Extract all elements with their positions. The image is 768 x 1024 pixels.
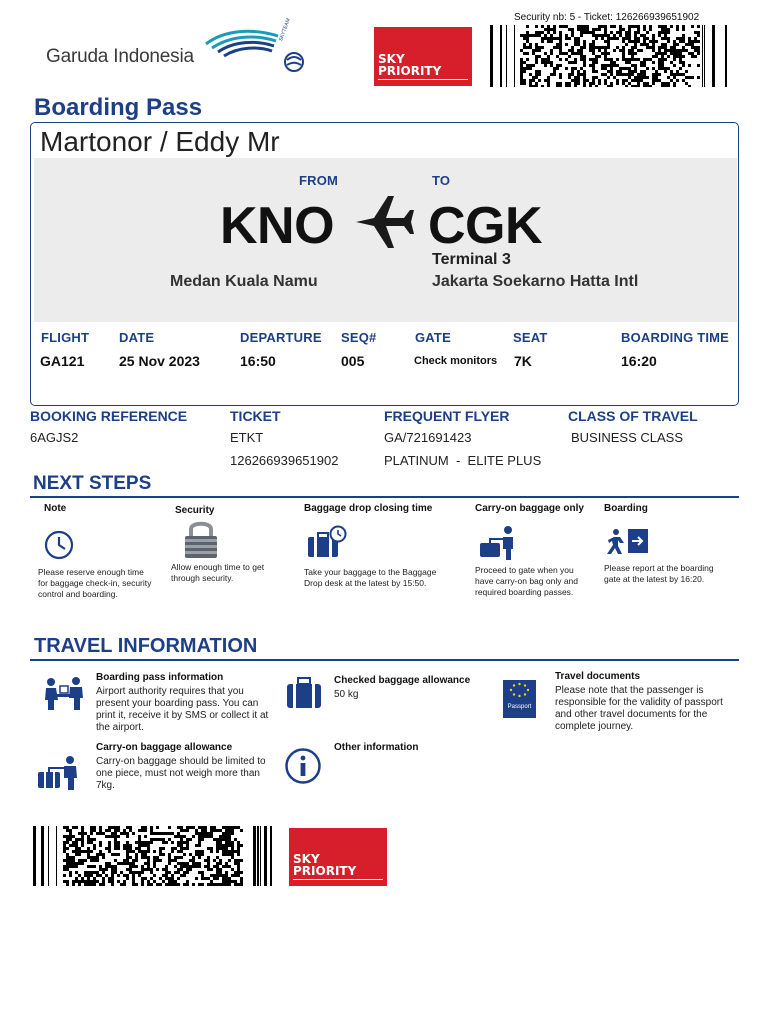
airline-name: Garuda Indonesia: [46, 46, 194, 67]
clock-icon: [43, 529, 75, 561]
travel-info-text: Airport authority requires that you present your boarding pass. You can print it, receive it by SMS or collect it at the airport.: [96, 686, 269, 733]
qr-barcode-bottom: [33, 826, 273, 886]
travel-info-divider: [30, 659, 739, 661]
step-text: Proceed to gate when you have carry-on bag only and required boarding passes.: [475, 565, 579, 597]
class-label: CLASS OF TRAVEL: [568, 408, 698, 424]
seat-number: 7K: [514, 353, 532, 369]
step-carry-on: [475, 503, 595, 598]
skyteam-icon: [280, 38, 308, 78]
barcode-image: [33, 826, 273, 886]
qr-barcode-top: [490, 25, 730, 87]
skyteam-label: SKYTEAM: [278, 17, 292, 43]
destination-terminal: Terminal 3: [432, 251, 511, 268]
origin-code: KNO: [220, 197, 335, 255]
next-steps-title: NEXT STEPS: [33, 473, 152, 494]
date-label: DATE: [119, 330, 155, 345]
step-text: Please report at the boarding gate at the latest by 16:20.: [604, 563, 714, 584]
travel-info-heading: Checked baggage allowance: [334, 675, 471, 686]
frequent-flyer-label: FREQUENT FLYER: [384, 408, 510, 424]
carry-on-icon: [477, 525, 517, 561]
flight-number: GA121: [40, 353, 85, 369]
sky-priority-line2: PRIORITY: [293, 864, 357, 878]
sky-priority-logo: [374, 27, 472, 86]
to-label: TO: [432, 173, 451, 188]
travel-info-text: Please note that the passenger is responsible for the validity of passport and other travel documents for the complete journey.: [555, 685, 723, 732]
step-text: Allow enough time to get through security.: [171, 562, 265, 583]
step-heading: Boarding: [604, 503, 648, 514]
airplane-icon: [354, 192, 414, 252]
passport-label: Passport: [507, 704, 532, 710]
garuda-bird-icon: [204, 26, 280, 66]
ticket-type: ETKT: [230, 430, 264, 445]
airline-logo: [46, 17, 308, 82]
from-label: FROM: [299, 173, 339, 188]
step-note: [38, 503, 158, 600]
ticket-number: 126266939651902: [230, 453, 339, 468]
destination-code: CGK: [428, 197, 543, 255]
check-in-desk-icon: [42, 676, 86, 712]
baggage-clock-icon: [306, 525, 348, 559]
booking-ref-label: BOOKING REFERENCE: [30, 408, 188, 424]
step-baggage-drop: [304, 503, 444, 589]
carry-on-person-icon: [36, 755, 80, 791]
security-line: Security nb: 5 - Ticket: 126266939651902: [514, 12, 700, 23]
frequent-flyer-tier: PLATINUM - ELITE PLUS: [384, 453, 542, 468]
barcode-image: [490, 25, 730, 87]
boarding-gate-icon: [606, 527, 650, 557]
suitcase-icon: [286, 676, 322, 710]
passenger-name: Martonor / Eddy Mr: [40, 126, 280, 157]
step-text: Take your baggage to the Baggage Drop desk at the latest by 15:50.: [304, 567, 437, 588]
flight-date: 25 Nov 2023: [119, 353, 200, 369]
origin-city: Medan Kuala Namu: [170, 273, 318, 290]
gate-value: Check monitors: [414, 355, 498, 367]
class-of-travel: BUSINESS CLASS: [571, 430, 683, 445]
info-icon: [284, 747, 322, 785]
step-text: Please reserve enough time for baggage check-in, security control and boarding.: [38, 567, 152, 599]
seq-number: 005: [341, 353, 365, 369]
departure-label: DEPARTURE: [240, 330, 322, 345]
step-heading: Carry-on baggage only: [475, 503, 584, 514]
travel-info-heading: Carry-on baggage allowance: [96, 742, 233, 753]
boarding-time: 16:20: [621, 353, 657, 369]
ticket-label: TICKET: [230, 408, 281, 424]
sky-priority-line1: SKY: [293, 852, 320, 866]
step-boarding: [604, 503, 734, 585]
sky-priority-line1: SKY: [378, 52, 405, 66]
travel-info-text: Carry-on baggage should be limited to one piece, must not weigh more than 7kg.: [96, 756, 266, 791]
travel-info-heading: Other information: [334, 742, 419, 753]
seq-label: SEQ#: [341, 330, 377, 345]
step-heading: Security: [175, 505, 215, 516]
destination-city: Jakarta Soekarno Hatta Intl: [432, 273, 639, 290]
step-security: [171, 505, 291, 584]
booking-ref: 6AGJS2: [30, 430, 79, 445]
passport-icon: [503, 680, 536, 718]
step-heading: Note: [44, 503, 67, 514]
boarding-time-label: BOARDING TIME: [621, 330, 730, 345]
next-steps-divider: [30, 496, 739, 498]
eu-stars-icon: [503, 680, 536, 704]
sky-priority-logo-bottom: [289, 828, 387, 886]
seat-label: SEAT: [513, 330, 548, 345]
gate-label: GATE: [415, 330, 451, 345]
page-title: Boarding Pass: [34, 94, 203, 121]
travel-info-heading: Travel documents: [555, 671, 641, 682]
frequent-flyer-number: GA/721691423: [384, 430, 472, 445]
departure-time: 16:50: [240, 353, 276, 369]
travel-info-title: TRAVEL INFORMATION: [34, 635, 258, 657]
sky-priority-line2: PRIORITY: [378, 64, 442, 78]
flight-label: FLIGHT: [41, 330, 90, 345]
step-heading: Baggage drop closing time: [304, 503, 433, 514]
travel-info-heading: Boarding pass information: [96, 672, 224, 683]
travel-info-text: 50 kg: [334, 689, 359, 700]
padlock-icon: [179, 518, 223, 560]
